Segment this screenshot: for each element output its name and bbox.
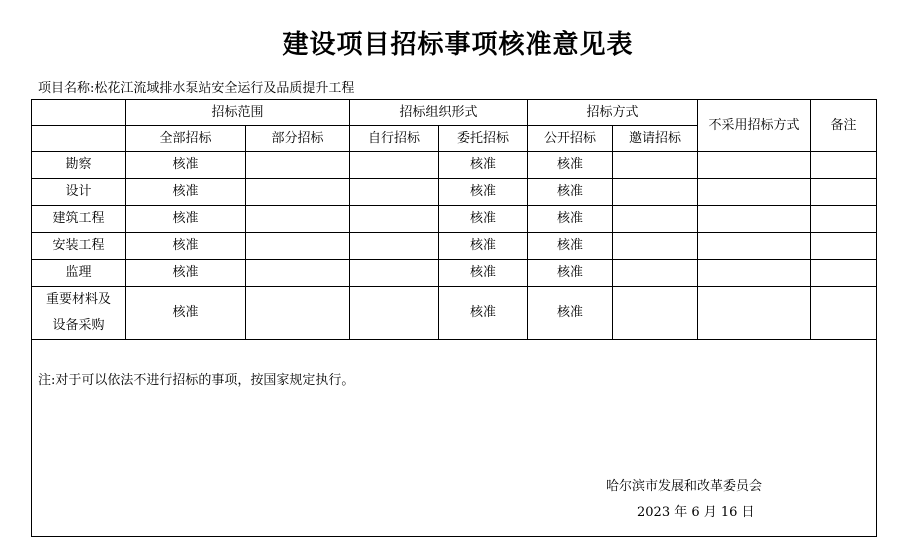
cell-scope-part xyxy=(246,206,350,233)
approving-organization: 哈尔滨市发展和改革委员会 xyxy=(606,479,763,494)
cell-scope-all: 核准 xyxy=(126,233,246,260)
row-item-line-1: 重要材料及 xyxy=(45,292,111,307)
cell-no-tender xyxy=(698,260,811,287)
header-no-tender: 不采用招标方式 xyxy=(698,100,811,152)
cell-org-self xyxy=(350,287,439,340)
footer-section xyxy=(32,340,877,537)
form-title: 建设项目招标事项核准意见表 xyxy=(282,30,634,60)
cell-no-tender xyxy=(698,152,811,179)
row-item-line-2: 设备采购 xyxy=(52,318,105,333)
cell-remarks xyxy=(811,260,877,287)
cell-scope-all: 核准 xyxy=(126,260,246,287)
table-row xyxy=(32,233,877,260)
cell-remarks xyxy=(811,152,877,179)
row-item xyxy=(32,287,126,340)
cell-org-entrust: 核准 xyxy=(439,233,528,260)
cell-scope-all: 核准 xyxy=(126,152,246,179)
cell-remarks xyxy=(811,287,877,340)
table-row xyxy=(32,152,877,179)
approval-date: 2023 年 6 月 16 日 xyxy=(637,505,755,520)
header-method-open: 公开招标 xyxy=(528,126,613,152)
cell-scope-part xyxy=(246,152,350,179)
cell-method-open: 核准 xyxy=(528,260,613,287)
cell-no-tender xyxy=(698,287,811,340)
table-row xyxy=(32,179,877,206)
cell-org-self xyxy=(350,206,439,233)
cell-org-entrust: 核准 xyxy=(439,260,528,287)
cell-method-open: 核准 xyxy=(528,152,613,179)
cell-method-open: 核准 xyxy=(528,206,613,233)
cell-scope-part xyxy=(246,260,350,287)
cell-org-entrust: 核准 xyxy=(439,152,528,179)
project-name: 项目名称:松花江流域排水泵站安全运行及品质提升工程 xyxy=(38,81,355,96)
row-item: 安装工程 xyxy=(32,233,126,260)
header-method-invite: 邀请招标 xyxy=(613,126,698,152)
cell-org-self xyxy=(350,152,439,179)
header-org-form: 招标组织形式 xyxy=(350,100,528,126)
cell-org-self xyxy=(350,233,439,260)
cell-no-tender xyxy=(698,206,811,233)
row-item: 建筑工程 xyxy=(32,206,126,233)
table-row xyxy=(32,260,877,287)
header-remarks: 备注 xyxy=(811,100,877,152)
cell-scope-all: 核准 xyxy=(126,206,246,233)
header-blank-2 xyxy=(32,126,126,152)
header-scope-part: 部分招标 xyxy=(246,126,350,152)
cell-remarks xyxy=(811,233,877,260)
cell-scope-part xyxy=(246,233,350,260)
cell-method-open: 核准 xyxy=(528,287,613,340)
row-item: 监理 xyxy=(32,260,126,287)
table-row xyxy=(32,206,877,233)
cell-method-open: 核准 xyxy=(528,233,613,260)
cell-scope-all: 核准 xyxy=(126,179,246,206)
cell-scope-all: 核准 xyxy=(126,287,246,340)
row-item: 勘察 xyxy=(32,152,126,179)
cell-method-open: 核准 xyxy=(528,179,613,206)
table-row xyxy=(32,287,877,340)
cell-org-entrust: 核准 xyxy=(439,206,528,233)
row-item: 设计 xyxy=(32,179,126,206)
cell-method-invite xyxy=(613,233,698,260)
header-org-entrust: 委托招标 xyxy=(439,126,528,152)
cell-scope-part xyxy=(246,179,350,206)
header-method: 招标方式 xyxy=(528,100,698,126)
cell-remarks xyxy=(811,206,877,233)
cell-method-invite xyxy=(613,260,698,287)
header-scope: 招标范围 xyxy=(126,100,350,126)
cell-org-entrust: 核准 xyxy=(439,287,528,340)
footer-note: 注:对于可以依法不进行招标的事项，按国家规定执行。 xyxy=(38,373,355,388)
header-scope-all: 全部招标 xyxy=(126,126,246,152)
cell-method-invite xyxy=(613,206,698,233)
cell-scope-part xyxy=(246,287,350,340)
cell-method-invite xyxy=(613,152,698,179)
cell-org-entrust: 核准 xyxy=(439,179,528,206)
approval-table xyxy=(31,99,877,537)
cell-org-self xyxy=(350,179,439,206)
header-blank xyxy=(32,100,126,126)
cell-remarks xyxy=(811,179,877,206)
cell-org-self xyxy=(350,260,439,287)
header-org-self: 自行招标 xyxy=(350,126,439,152)
cell-no-tender xyxy=(698,233,811,260)
cell-method-invite xyxy=(613,287,698,340)
cell-no-tender xyxy=(698,179,811,206)
cell-method-invite xyxy=(613,179,698,206)
